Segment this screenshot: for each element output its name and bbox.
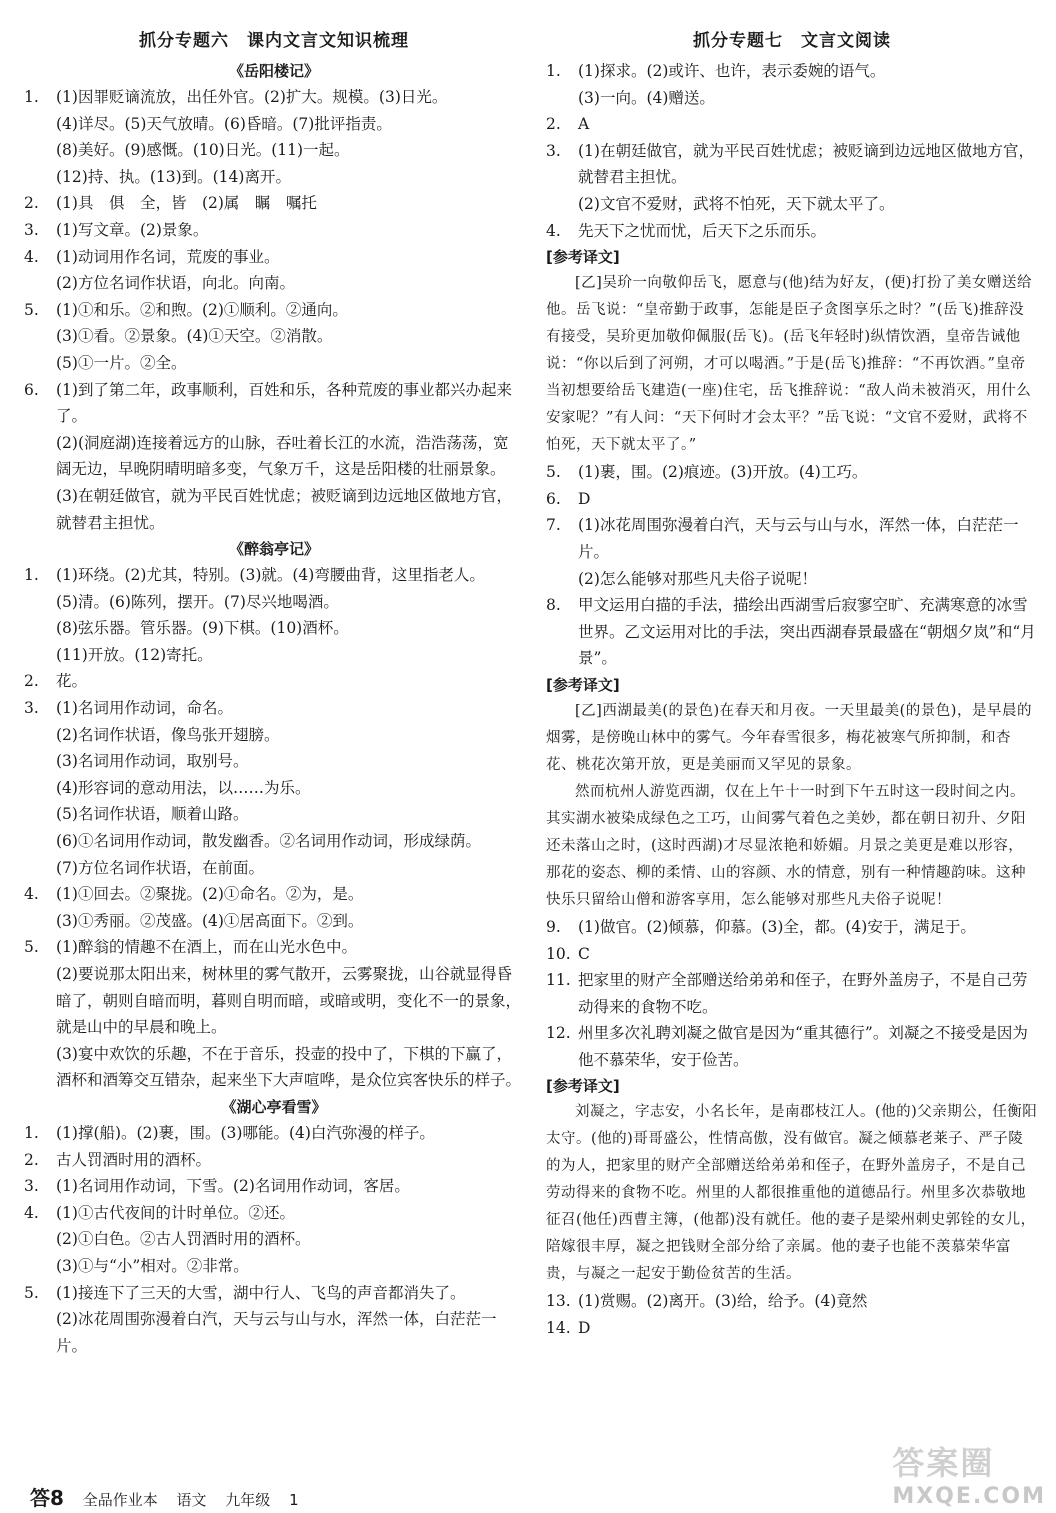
answer-row bbox=[546, 967, 1038, 1020]
answer-text: D bbox=[578, 1319, 591, 1338]
answer-item bbox=[546, 111, 1038, 138]
item-number: 3. bbox=[546, 141, 561, 160]
subject: 语文 bbox=[176, 1491, 207, 1509]
answer-text: 把家里的财产全部赠送给弟弟和侄子，在野外盖房子，不是自己劳动得来的食物不吃。 bbox=[578, 971, 1028, 1016]
answer-row bbox=[24, 1280, 524, 1307]
answer-row bbox=[546, 486, 1038, 513]
item-number: 4. bbox=[24, 885, 39, 904]
answer-row bbox=[546, 1288, 1038, 1315]
item-number: 4. bbox=[24, 247, 39, 266]
item-number: 1. bbox=[24, 88, 39, 106]
answer-row bbox=[546, 914, 1038, 941]
answer-item bbox=[24, 1200, 524, 1280]
right-title: 抓分专题七 文言文阅读 bbox=[693, 31, 891, 51]
answer-text: (1)动词用作名词，荒废的事业。 bbox=[56, 247, 280, 266]
answer-text: (1)接连下了三天的大雪，湖中行人、飞鸟的声音都消失了。 bbox=[56, 1283, 466, 1302]
answer-row bbox=[546, 459, 1038, 486]
right-body bbox=[546, 58, 1038, 1342]
page-number: 答8 bbox=[30, 1486, 64, 1510]
answer-row bbox=[24, 881, 524, 908]
answer-row bbox=[546, 1020, 1038, 1073]
item-number: 2. bbox=[24, 1150, 39, 1169]
answer-text: (1)写文章。(2)景象。 bbox=[56, 220, 209, 239]
answer-text: (11)开放。(12)寄托。 bbox=[56, 645, 213, 664]
answer-row bbox=[546, 1315, 1038, 1342]
translation-paragraph: 然而杭州人游览西湖，仅在上午十一时到下午五时这一段时间之内。其实湖水被染成绿色之工巧，山间雾气着色之美妙，都在朝日初升、夕阳还未落山之时，(这时西湖)才尽显浓艳和娇媚。月景之美更是难以形容，那花的姿态、柳的柔情、山的容颜、水的情意，别有一种情趣韵味。这种快乐只留给山僧和游客享用，怎么能够对那些凡夫俗子说呢！ bbox=[546, 783, 1026, 908]
answer-text: (3)名词用作动词，取别号。 bbox=[56, 752, 249, 771]
answer-text: (5)清。(6)陈列，摆开。(7)尽兴地喝酒。 bbox=[56, 592, 339, 611]
answer-item bbox=[546, 218, 1038, 245]
item-number: 2. bbox=[546, 115, 561, 134]
answer-text: (5)名词作状语，顺着山路。 bbox=[56, 805, 249, 824]
section-heading: 《湖心亭看雪》 bbox=[221, 1097, 327, 1116]
answer-text: (1)探求。(2)或许、也许，表示委婉的语气。 bbox=[578, 62, 886, 80]
answer-row bbox=[546, 111, 1038, 138]
answer-text: C bbox=[578, 944, 590, 963]
answer-text: (4)形容词的意动用法，以……为乐。 bbox=[56, 778, 311, 797]
answer-row bbox=[24, 1120, 524, 1147]
watermark-logo bbox=[892, 1438, 1046, 1509]
answer-item bbox=[546, 1020, 1038, 1073]
section-heading: 《岳阳楼记》 bbox=[228, 62, 319, 80]
answer-row bbox=[24, 1200, 524, 1227]
answer-text: 花。 bbox=[56, 672, 88, 691]
answer-row bbox=[546, 941, 1038, 968]
answer-text: (1)具 俱 全，皆 (2)属 瞩 嘱托 bbox=[56, 194, 317, 213]
answer-text: (1)在朝廷做官，就为平民百姓忧虑；被贬谪到边远地区做地方官，就替君主担忧。 bbox=[578, 141, 1034, 187]
answer-text: (3)①秀丽。②茂盛。(4)①居高面下。②到。 bbox=[56, 911, 364, 930]
answer-item bbox=[546, 914, 1038, 941]
item-number: 1. bbox=[546, 62, 561, 80]
item-number: 5. bbox=[24, 300, 39, 319]
answer-row bbox=[24, 190, 524, 217]
answer-text: (5)①一片。②全。 bbox=[56, 353, 187, 372]
answer-item bbox=[24, 1120, 524, 1147]
answer-row bbox=[546, 138, 1038, 191]
answer-text: (7)方位名词作状语，在前面。 bbox=[56, 858, 264, 877]
answer-item bbox=[24, 297, 524, 377]
answer-text: (8)美好。(9)感慨。(10)日光。(11)一起。 bbox=[56, 141, 350, 160]
answer-item bbox=[24, 668, 524, 695]
answer-text: (1)醉翁的情趣不在酒上，而在山光水色中。 bbox=[56, 938, 357, 957]
answer-item bbox=[546, 1288, 1038, 1315]
left-column bbox=[24, 26, 524, 1359]
answer-text: (4)详尽。(5)天气放晴。(6)昏暗。(7)批评指责。 bbox=[56, 114, 392, 133]
answer-text: (3)在朝廷做官，就为平民百姓忧虑；被贬谪到边远地区做地方官，就替君主担忧。 bbox=[56, 486, 512, 532]
answer-text: (2)(洞庭湖)连接着远方的山脉，吞吐着长江的水流，浩浩荡荡，宽阔无边，早晚阴晴明暗多变，气象万千，这是岳阳楼的壮丽景象。 bbox=[56, 433, 509, 479]
translation-paragraph: [乙]吴玠一向敬仰岳飞，愿意与(他)结为好友，(便)打扮了美女赠送给他。岳飞说：“皇帝勤于政事，怎能是臣子贪图享乐之时？”(岳飞)推辞没有接受，吴玠更加敬仰佩服(岳飞)。(岳飞年轻时)纵情饮酒，皇帝告诫他说：“你以后到了河朔，才可以喝酒。”于是(岳飞)推辞：“不再饮酒。”皇帝当初想要给岳飞建造(一座)住宅，岳飞推辞说：“敌人尚未被消灭，用什么安家呢？”有人问：“天下何时才会太平？”岳飞说：“文官不爱财，武将不怕死，天下就太平了。” bbox=[546, 275, 1032, 454]
item-number: 12. bbox=[546, 1024, 571, 1043]
item-number: 11. bbox=[546, 971, 571, 990]
reference-translation-label: [参考译文] bbox=[546, 1077, 620, 1096]
answer-row bbox=[546, 592, 1038, 672]
item-number: 5. bbox=[546, 463, 561, 482]
answer-text: (2)要说那太阳出来，树林里的雾气散开，云雾聚拢，山谷就显得昏暗了，朝则自暗而明，暮则自明而暗，或暗或明，变化不一的景象，就是山中的早晨和晚上。 bbox=[56, 965, 522, 1037]
item-number: 14. bbox=[546, 1319, 571, 1338]
answer-text: (2)方位名词作状语，向北。向南。 bbox=[56, 274, 295, 293]
answer-text: (2)文官不爱财，武将不怕死，天下就太平了。 bbox=[578, 194, 895, 213]
answer-text: (1)裹，围。(2)痕迹。(3)开放。(4)工巧。 bbox=[578, 463, 868, 482]
answer-item bbox=[546, 486, 1038, 513]
answer-text: 先天下之忧而忧，后天下之乐而乐。 bbox=[578, 221, 827, 240]
answer-text: (3)①看。②景象。(4)①天空。②消散。 bbox=[56, 327, 333, 346]
answer-row bbox=[24, 934, 524, 961]
answer-row bbox=[24, 1173, 524, 1200]
answer-item bbox=[24, 881, 524, 934]
item-number: 4. bbox=[24, 1203, 39, 1222]
item-number: 3. bbox=[24, 699, 39, 718]
reference-translation-label: [参考译文] bbox=[546, 248, 620, 267]
answer-text: (1)环绕。(2)尤其，特别。(3)就。(4)弯腰曲背，这里指老人。 bbox=[56, 566, 485, 585]
answer-text: (2)怎么能够对那些凡夫俗子说呢！ bbox=[578, 569, 817, 588]
answer-text: (1)到了第二年，政事顺利，百姓和乐，各种荒废的事业都兴办起来了。 bbox=[56, 380, 512, 426]
answer-row bbox=[24, 297, 524, 324]
answer-text: (3)①与“小”相对。②非常。 bbox=[56, 1256, 249, 1275]
translation-paragraph: 刘凝之，字志安，小名长年，是南郡枝江人。(他的)父亲期公，任衡阳太守。(他的)哥哥盛公，性情高傲，没有做官。凝之倾慕老莱子、严子陵的为人，把家里的财产全部赠送给弟弟和侄子，在野外盖房子，不是自己劳动得来的食物不吃。州里的人都很推重他的道德品行。州里多次恭敬地征召(他任)西曹主簿，(他都)没有就任。他的妻子是梁州刺史郭铨的女儿，陪嫁很丰厚，凝之把钱财全部分给了亲属。他的妻子也能不羡慕荣华富贵，与凝之一起安于勤俭贫苦的生活。 bbox=[546, 1104, 1038, 1283]
answer-text: (6)①名词用作动词，散发幽香。②名词用作动词，形成绿荫。 bbox=[56, 832, 481, 851]
section-heading: 《醉翁亭记》 bbox=[228, 540, 319, 559]
answer-item bbox=[546, 459, 1038, 486]
item-number: 6. bbox=[546, 489, 561, 508]
item-number: 9. bbox=[546, 917, 561, 936]
item-number: 1. bbox=[24, 566, 39, 585]
item-number: 2. bbox=[24, 194, 39, 213]
item-number: 7. bbox=[546, 516, 561, 535]
answer-row bbox=[24, 217, 524, 244]
answer-text: (2)冰花周围弥漫着白汽，天与云与山与水，浑然一体，白茫茫一片。 bbox=[56, 1310, 497, 1355]
answer-item bbox=[546, 1315, 1038, 1342]
answer-item bbox=[24, 1173, 524, 1200]
answer-text: (1)①和乐。②和煦。(2)①顺利。②通向。 bbox=[56, 300, 348, 319]
answer-item bbox=[24, 934, 524, 1094]
answer-item bbox=[546, 138, 1038, 218]
answer-row bbox=[24, 1147, 524, 1174]
answer-item bbox=[24, 1280, 524, 1360]
answer-text: (2)名词作状语，像鸟张开翅膀。 bbox=[56, 725, 280, 744]
answer-text: (1)①古代夜间的计时单位。②还。 bbox=[56, 1203, 295, 1222]
item-number: 3. bbox=[24, 220, 39, 239]
grade: 九年级 bbox=[225, 1491, 271, 1509]
answer-item bbox=[546, 941, 1038, 968]
answer-text: (1)因罪贬谪流放，出任外官。(2)扩大。规模。(3)日光。 bbox=[56, 88, 448, 106]
volume: 1 bbox=[289, 1491, 299, 1509]
answer-text: 州里多次礼聘刘凝之做官是因为“重其德行”。刘凝之不接受是因为他不慕荣华，安于俭苦。 bbox=[578, 1024, 1028, 1069]
item-number: 8. bbox=[546, 596, 561, 615]
answer-text: (3)宴中欢饮的乐趣，不在于音乐，投壶的投中了，下棋的下赢了，酒杯和酒筹交互错杂，起来坐下大声喧哗，是众位宾客快乐的样子。 bbox=[56, 1044, 522, 1090]
item-number: 3. bbox=[24, 1177, 39, 1196]
answer-item bbox=[546, 58, 1038, 111]
answer-row bbox=[546, 512, 1038, 565]
answer-text: (1)冰花周围弥漫着白汽，天与云与山与水，浑然一体，白茫茫一片。 bbox=[578, 516, 1019, 561]
answer-item bbox=[24, 244, 524, 297]
answer-row bbox=[24, 695, 524, 722]
item-number: 5. bbox=[24, 1283, 39, 1302]
left-body bbox=[24, 58, 524, 1359]
answer-row bbox=[546, 58, 1038, 85]
item-number: 6. bbox=[24, 380, 39, 399]
answer-text: (1)撑(船)。(2)裹，围。(3)哪能。(4)白汽弥漫的样子。 bbox=[56, 1123, 435, 1142]
item-number: 13. bbox=[546, 1292, 571, 1311]
reference-translation-label: [参考译文] bbox=[546, 675, 620, 694]
translation-paragraph: [乙]西湖最美(的景色)在春天和月夜。一天里最美(的景色)，是早晨的烟雾，是傍晚山林中的雾气。今年春雪很多，梅花被寒气所抑制，和杏花、桃花次第开放，更是美丽而又罕见的景象。 bbox=[546, 702, 1032, 773]
item-number: 10. bbox=[546, 944, 571, 963]
item-number: 1. bbox=[24, 1123, 39, 1142]
item-number: 5. bbox=[24, 938, 39, 957]
answer-item bbox=[24, 377, 524, 537]
answer-row bbox=[24, 562, 524, 589]
book-name: 全品作业本 bbox=[82, 1491, 158, 1509]
answer-row bbox=[24, 84, 524, 111]
answer-text: (12)持、执。(13)到。(14)离开。 bbox=[56, 167, 291, 186]
answer-text: (3)一向。(4)赠送。 bbox=[578, 88, 715, 107]
answer-text: D bbox=[578, 489, 591, 508]
answer-row bbox=[24, 244, 524, 271]
answer-item bbox=[24, 562, 524, 668]
watermark-url: MXQE.COM bbox=[892, 1484, 1046, 1509]
answer-item bbox=[24, 190, 524, 217]
answer-item bbox=[546, 512, 1038, 592]
left-title: 抓分专题六 课内文言文知识梳理 bbox=[139, 31, 409, 51]
page-footer bbox=[30, 1482, 313, 1511]
answer-text: (1)做官。(2)倾慕，仰慕。(3)全，都。(4)安于，满足于。 bbox=[578, 917, 976, 936]
answer-text: 甲文运用白描的手法，描绘出西湖雪后寂寥空旷、充满寒意的冰雪世界。乙文运用对比的手法，突出西湖春景最盛在“朝烟夕岚”和“月景”。 bbox=[578, 596, 1036, 668]
answer-item bbox=[24, 695, 524, 881]
answer-text: (8)弦乐器。管乐器。(9)下棋。(10)酒杯。 bbox=[56, 619, 349, 638]
answer-item bbox=[546, 592, 1038, 672]
answer-row bbox=[24, 668, 524, 695]
answer-row bbox=[546, 218, 1038, 245]
watermark-text: 答案圈 bbox=[892, 1444, 995, 1482]
answer-text: (1)赏赐。(2)离开。(3)给，给予。(4)竟然 bbox=[578, 1292, 868, 1311]
answer-text: A bbox=[578, 115, 590, 134]
right-column bbox=[546, 26, 1038, 1342]
answer-text: (2)①白色。②古人罚酒时用的酒杯。 bbox=[56, 1230, 311, 1249]
answer-item bbox=[24, 84, 524, 190]
answer-row bbox=[24, 377, 524, 430]
answer-item bbox=[24, 1147, 524, 1174]
answer-item bbox=[24, 217, 524, 244]
item-number: 4. bbox=[546, 221, 561, 240]
answer-text: (1)名词用作动词，命名。 bbox=[56, 699, 233, 718]
answer-text: 古人罚酒时用的酒杯。 bbox=[56, 1150, 212, 1169]
answer-text: (1)①回去。②聚拢。(2)①命名。②为，是。 bbox=[56, 885, 364, 904]
answer-text: (1)名词用作动词，下雪。(2)名词用作动词，客居。 bbox=[56, 1177, 410, 1196]
item-number: 2. bbox=[24, 672, 39, 691]
answer-item bbox=[546, 967, 1038, 1020]
